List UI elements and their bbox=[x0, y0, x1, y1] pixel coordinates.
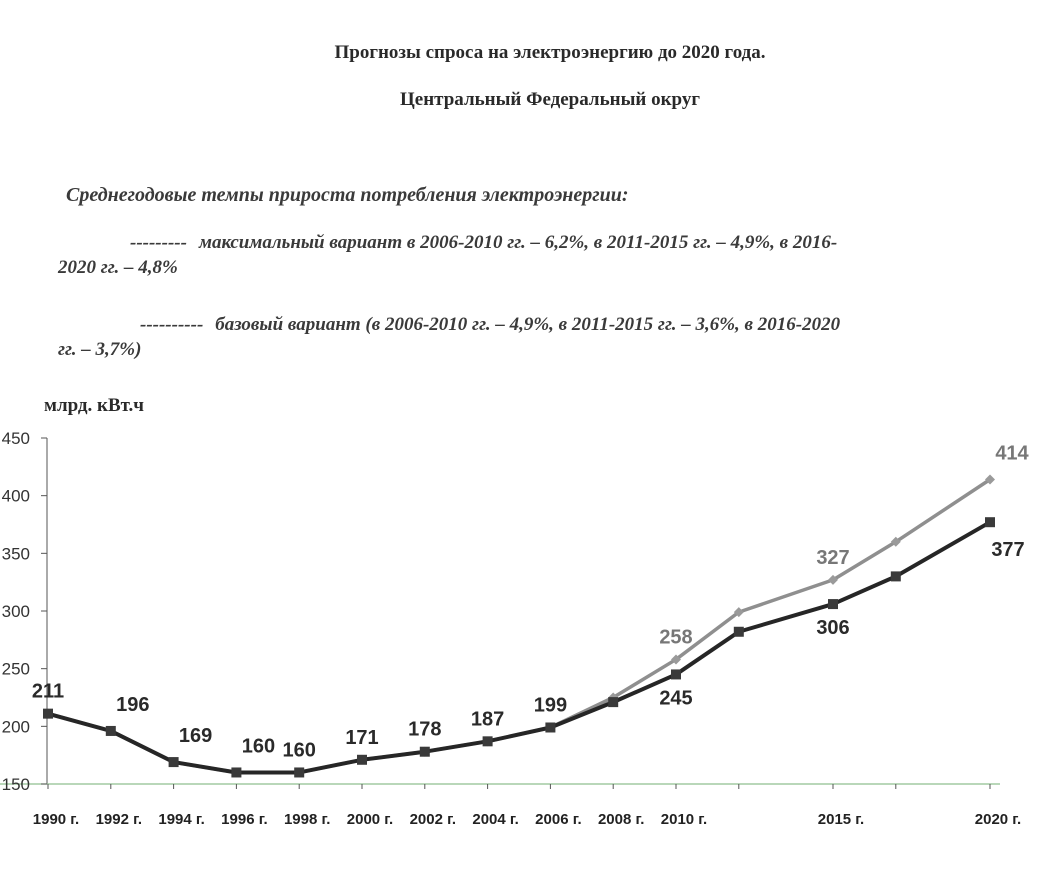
x-tick-label: 2008 г. bbox=[597, 811, 645, 828]
y-axis-unit-label: млрд. кВт.ч bbox=[44, 395, 145, 416]
data-label-base: 169 bbox=[178, 725, 213, 748]
chart-subtitle: Центральный Федеральный округ bbox=[399, 89, 700, 110]
legend-base-dash: ---------- bbox=[140, 314, 204, 335]
x-tick-label: 2020 г. bbox=[974, 811, 1022, 828]
data-label-base: 377 bbox=[991, 539, 1025, 562]
x-tick-label: 2004 г. bbox=[472, 811, 519, 828]
x-tick-label: 1996 г. bbox=[221, 811, 268, 828]
data-label-base: 160 bbox=[241, 735, 276, 758]
data-label-base: 196 bbox=[116, 693, 150, 716]
x-tick-label: 2006 г. bbox=[535, 811, 582, 828]
legend-max-dash: --------- bbox=[130, 232, 187, 253]
data-label-base: 171 bbox=[345, 726, 379, 749]
x-tick-label: 1990 г. bbox=[32, 811, 80, 828]
data-point-base bbox=[985, 517, 995, 527]
data-point-base bbox=[357, 755, 367, 765]
legend-base-text-cont: гг. – 3,7%) bbox=[58, 339, 142, 360]
data-label-base: 178 bbox=[408, 718, 442, 741]
y-tick-label: 200 bbox=[1, 717, 30, 737]
x-tick-label: 1998 г. bbox=[283, 811, 331, 828]
data-point-base bbox=[294, 767, 304, 777]
data-label-base: 306 bbox=[816, 617, 850, 640]
legend-base-text: базовый вариант (в 2006-2010 гг. – 4,9%, в 2011-2015 гг. – 3,6%, в 2016-2020 bbox=[215, 314, 841, 335]
growth-rates-heading: Среднегодовые темпы прироста потребления электроэнергии: bbox=[66, 184, 629, 206]
data-label-base: 245 bbox=[659, 687, 693, 710]
data-point-base bbox=[608, 697, 618, 707]
data-label-max: 258 bbox=[659, 626, 693, 649]
data-label-max: 414 bbox=[995, 442, 1029, 465]
data-point-base bbox=[828, 599, 838, 609]
data-point-base bbox=[231, 767, 241, 777]
x-tick-label: 2015 г. bbox=[817, 811, 865, 828]
data-point-base bbox=[671, 669, 681, 679]
x-tick-label: 1992 г. bbox=[95, 811, 143, 828]
data-point-base bbox=[43, 709, 53, 719]
y-tick-label: 400 bbox=[1, 486, 30, 506]
legend-max-text-cont: 2020 гг. – 4,8% bbox=[58, 257, 178, 278]
chart-title: Прогнозы спроса на электроэнергию до 2020 года. bbox=[334, 42, 766, 63]
y-tick-label: 350 bbox=[1, 544, 30, 564]
data-point-base bbox=[106, 726, 116, 736]
data-point-base bbox=[483, 736, 493, 746]
legend-max-variant bbox=[58, 230, 1033, 280]
data-label-max: 327 bbox=[816, 546, 850, 569]
y-tick-label: 150 bbox=[1, 775, 30, 794]
data-label-base: 211 bbox=[31, 680, 65, 703]
x-tick-label: 2002 г. bbox=[409, 811, 457, 828]
data-point-base bbox=[891, 571, 901, 581]
data-point-base bbox=[169, 757, 179, 767]
y-tick-label: 300 bbox=[1, 602, 30, 621]
data-label-base: 199 bbox=[533, 694, 568, 717]
data-point-base bbox=[734, 627, 744, 637]
data-label-base: 160 bbox=[282, 739, 316, 762]
data-point-base bbox=[545, 722, 555, 732]
y-tick-label: 250 bbox=[1, 659, 30, 679]
line-chart bbox=[0, 420, 1064, 860]
legend-base-variant bbox=[58, 312, 1033, 362]
y-tick-label: 450 bbox=[1, 429, 30, 448]
data-label-base: 187 bbox=[470, 708, 505, 731]
x-tick-label: 1994 г. bbox=[158, 811, 205, 828]
x-tick-label: 2000 г. bbox=[346, 811, 394, 828]
data-point-base bbox=[420, 747, 430, 757]
x-tick-label: 2010 г. bbox=[660, 811, 708, 828]
legend-max-text: максимальный вариант в 2006-2010 гг. – 6,2%, в 2011-2015 гг. – 4,9%, в 2016- bbox=[198, 232, 838, 253]
